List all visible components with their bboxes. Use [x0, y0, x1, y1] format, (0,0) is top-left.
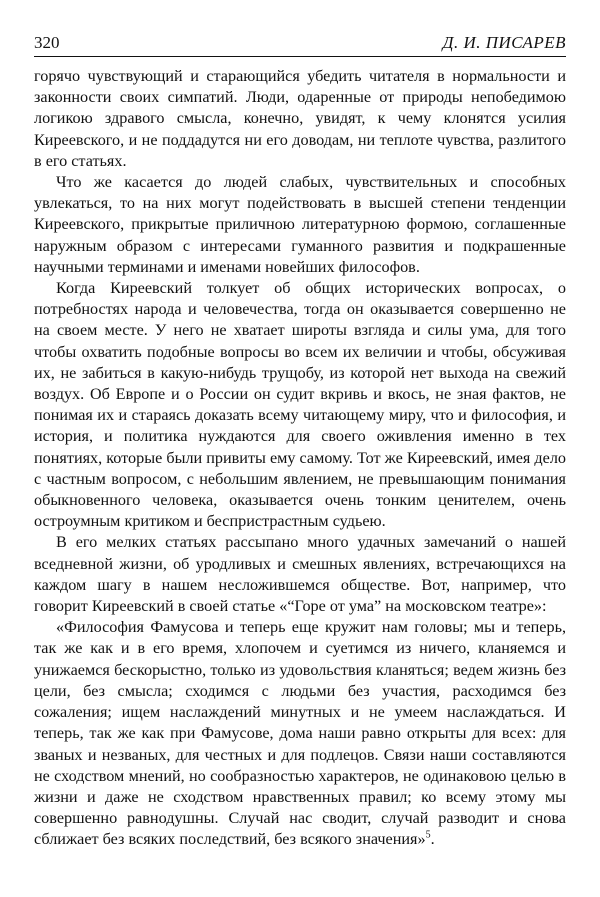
running-title: Д. И. ПИСАРЕВ — [442, 33, 566, 52]
quotation-text: «Философия Фамусова и теперь еще кружит нам головы; мы и теперь, так же как и в его время, хлопочем и суетимся из ничего, кланяемся и унижаемся бескорыстно, только из удовольствия кланяться; ведем жизнь без цели, без смысла; сходимся с людьми без участия, расходимся без сожаления; ищем наслаждений минутных и не умеем наслаждаться. И теперь, так же как при Фамусове, дома наши равно открыты для всех: для званых и незваных, для честных и для подлецов. Связи наши составляются не сходством мнений, но сообразностью характеров, не одинаковою целью в жизни и даже не сходством нравственных правил; ко всему этому мы совершенно равнодушны. Случай нас сводит, случай разводит и снова сближает без всяких последствий, без всякого значения» — [34, 618, 566, 849]
footnote-reference[interactable]: 5 — [425, 829, 431, 841]
paragraph-1: горячо чувствующий и старающийся убедить читателя в нормальности и законности своих симпатий. Люди, одаренные от природы непобедимою логикою здравого смысла, конечно, увидят, к чему клонятся усилия Киреевского, и не поддадутся ни его доводам, ни теплоте чувства, разлитого в его статьях. — [34, 67, 566, 170]
running-header — [34, 33, 566, 57]
paragraph-2: Что же касается до людей слабых, чувствительных и способных увлекаться, то на них могут подействовать в высшей степени тенденции Киреевского, прикрытые приличною литературною формою, соглашенные наружным образом с интересами гуманного развития и подкрашенные научными терминами и именами новейших философов. — [34, 173, 566, 276]
quotation-paragraph: «Философия Фамусова и теперь еще кружит нам головы; мы и теперь, так же как и в его время, хлопочем и суетимся из ничего, кланяемся и унижаемся бескорыстно, только из удовольствия кланяться; ведем жизнь без цели, без смысла; сходимся с людьми без участия, расходимся без сожаления; ищем наслаждений минутных и не умеем наслаждаться. И теперь, так же как при Фамусове, дома наши равно открыты для всех: для званых и незваных, для честных и для подлецов. Связи наши составляются не сходством мнений, но сообразностью характеров, не одинаковою целью в жизни и даже не сходством нравственных правил; ко всему этому мы совершенно равнодушны. Случай нас сводит, случай разводит и снова сближает без всяких последствий, без всякого значения»$^5$. — [34, 618, 566, 849]
page-number: 320 — [34, 33, 60, 52]
paragraph-3: Когда Киреевский толкует об общих исторических вопросах, о потребностях народа и человечества, тогда он оказывается совершенно не на своем месте. У него не хватает широты взгляда и силы ума, для того чтобы охватить подобные вопросы во всем их величии и чтобы, обсуживая их, не забиться в какую-нибудь трущобу, из которой нет выхода на свежий воздух. Об Европе и о России он судит вкривь и вкось, не зная фактов, не понимая их и стараясь доказать всему читающему миру, что и философия, и история, и политика нуждаются для своего оживления именно в тех понятиях, которые были привиты ему самому. Тот же Киреевский, имея дело с частным вопросом, с небольшим явлением, не превышающим понимания обыкновенного человека, оказывается очень тонким ценителем, очень остроумным критиком и беспристрастным судьею. — [34, 279, 566, 531]
paragraph-4: В его мелких статьях рассыпано много удачных замечаний о нашей вседневной жизни, об уродливых и смешных явлениях, встречающихся на каждом шагу в нашем несложившемся обществе. Вот, например, что говорит Киреевский в своей статье «“Горе от ума” на московском театре»: — [34, 533, 566, 616]
body-text — [34, 66, 566, 851]
